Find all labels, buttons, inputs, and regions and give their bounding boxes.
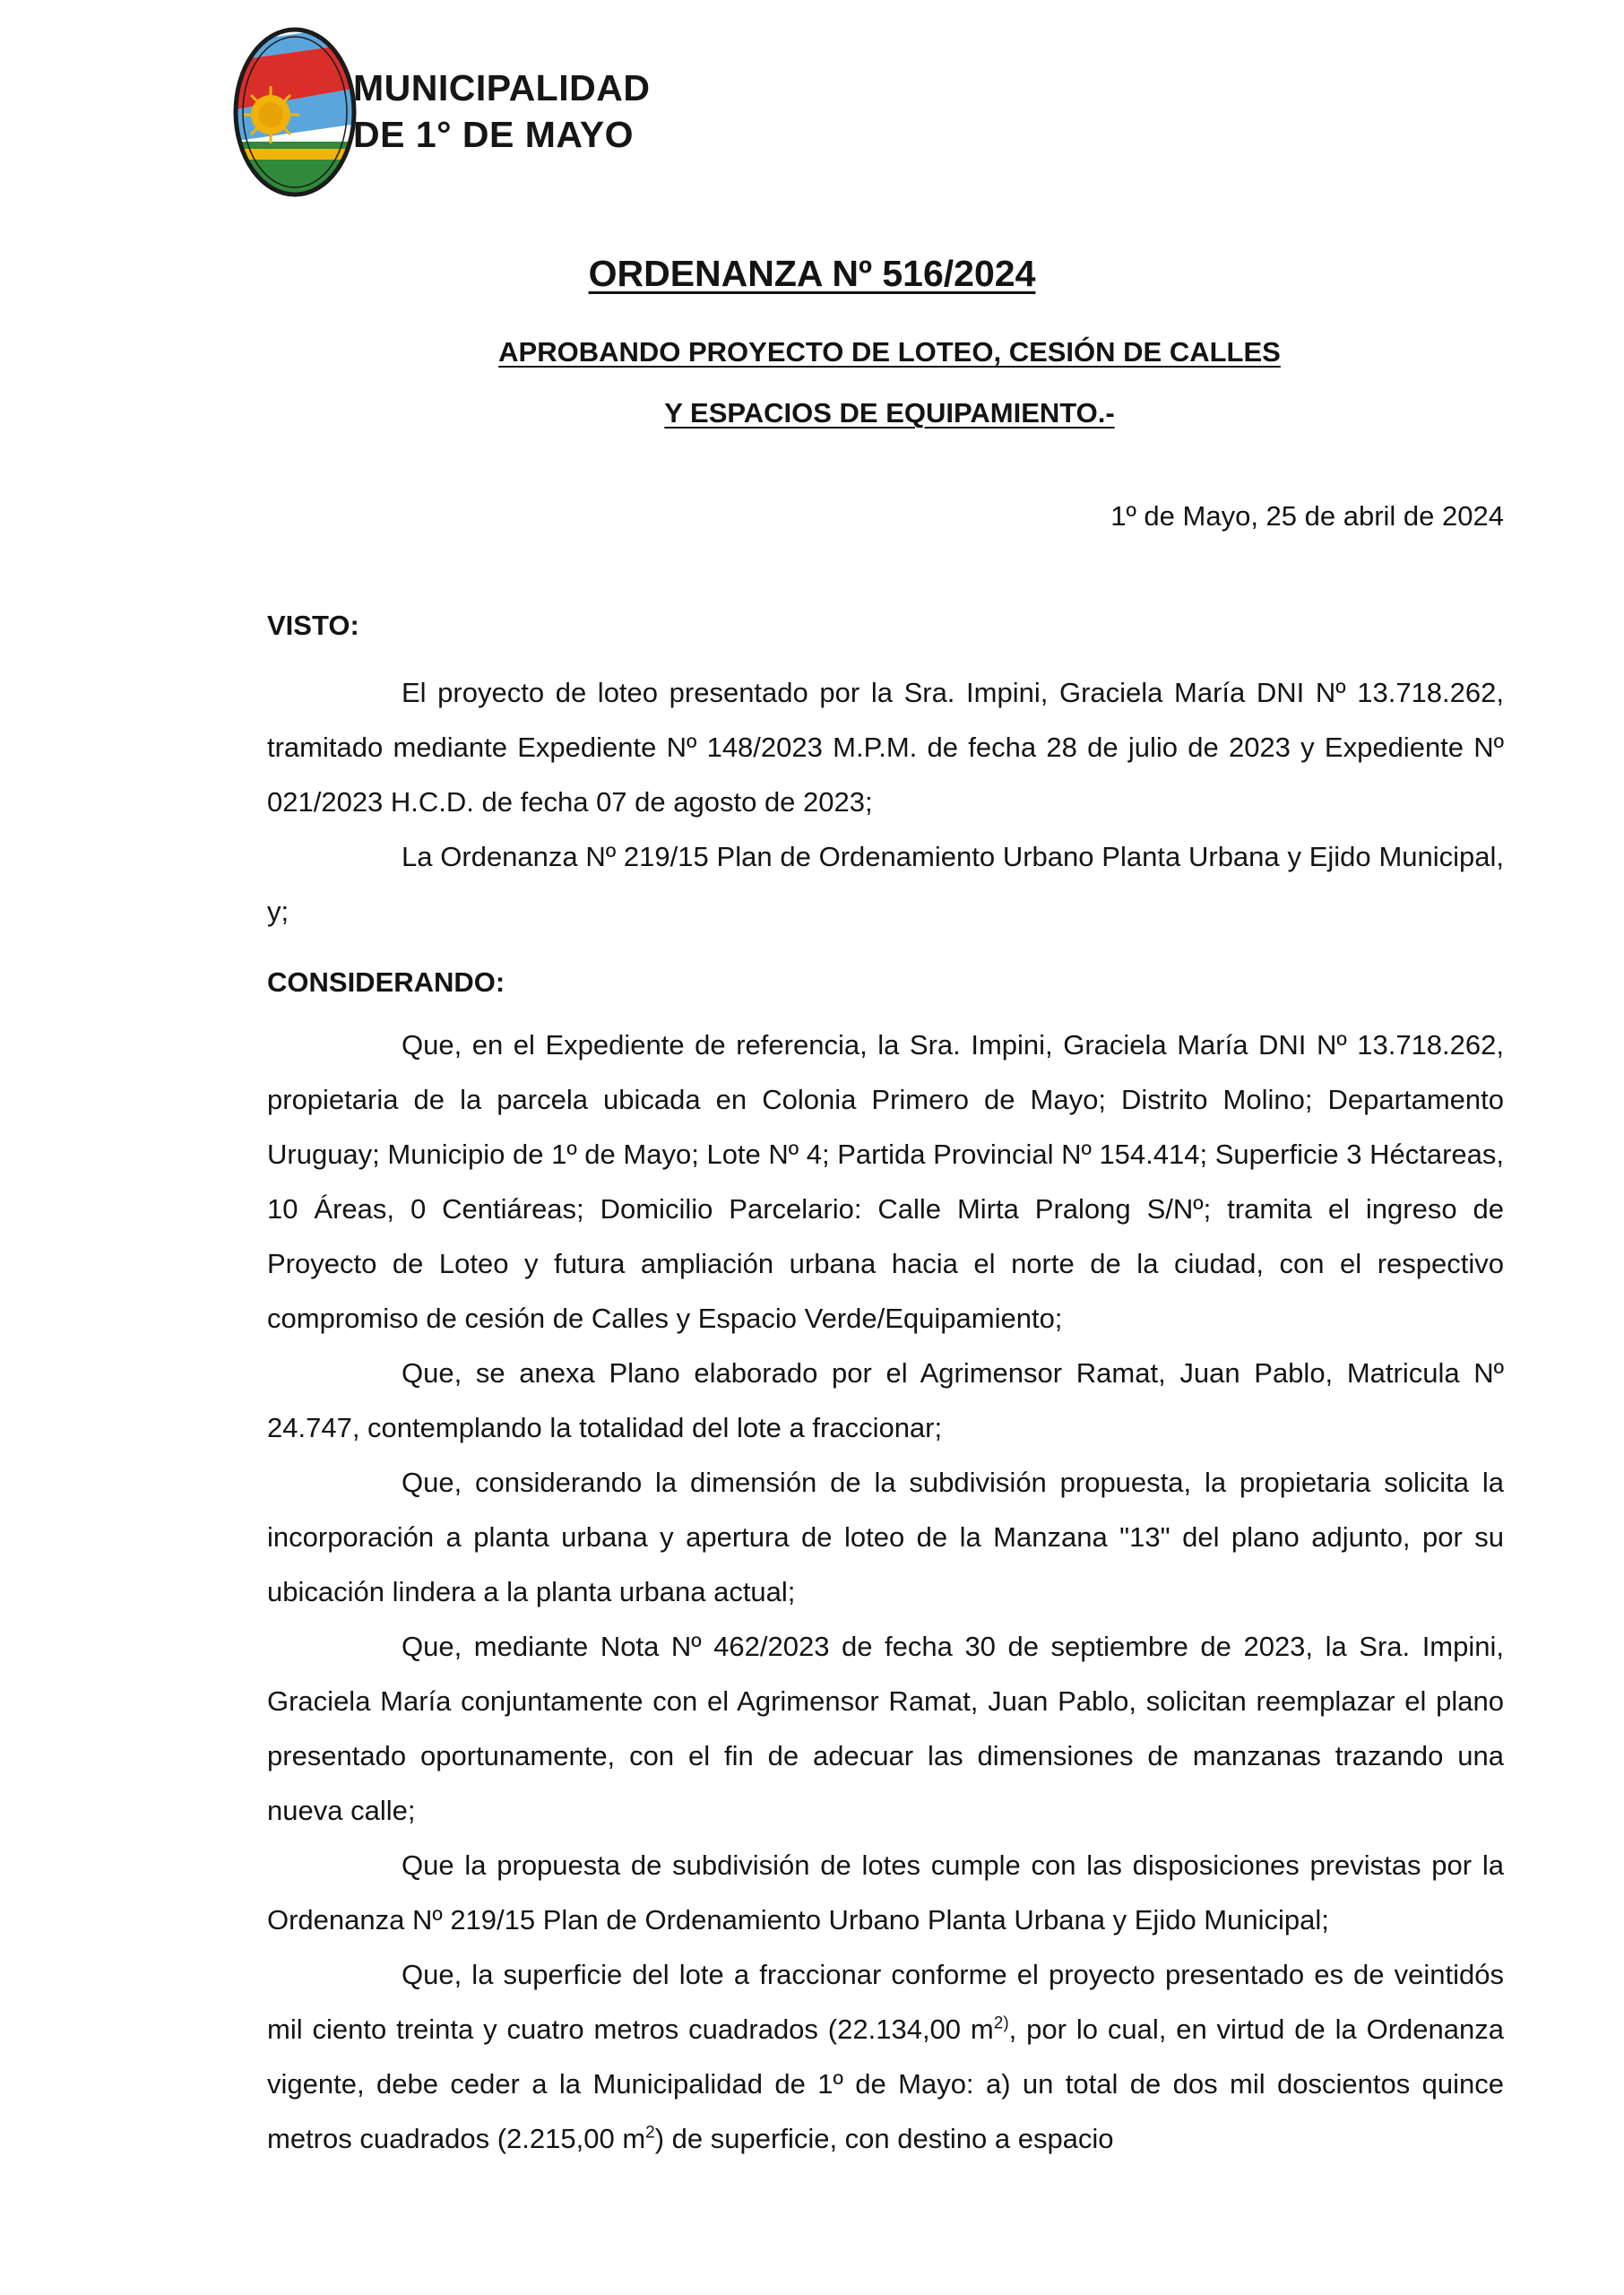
surface-text-part1: Que, la superficie del lote a fraccionar conforme el proyecto presentado es de veintidós mil ciento treinta y cuatro metros cuadrados (22.134,00 m <box>267 1959 1504 2045</box>
considerando-section <box>267 1018 1504 2166</box>
considerando-paragraph: Que, mediante Nota Nº 462/2023 de fecha 30 de septiembre de 2023, la Sra. Impini, Graciela María conjuntamente con el Agrimensor Ramat, Juan Pablo, solicitan reemplazar el plano presentado oportunamente, con el fin de adecuar las dimensiones de manzanas trazando una nueva calle; <box>267 1631 1504 1826</box>
document-date: 1º de Mayo, 25 de abril de 2024 <box>1110 500 1504 532</box>
superscript-square-2: 2 <box>645 2123 655 2143</box>
visto-paragraph: El proyecto de loteo presentado por la Sra. Impini, Graciela María DNI Nº 13.718.262, tramitado mediante Expediente Nº 148/2023 M.P.M. de fecha 28 de julio de 2023 y Expediente Nº 021/2023 H.C.D. de fecha 07 de agosto de 2023; <box>267 677 1504 818</box>
considerando-paragraph: Que, se anexa Plano elaborado por el Agrimensor Ramat, Juan Pablo, Matricula Nº 24.747, contemplando la totalidad del lote a fraccionar; <box>267 1357 1504 1443</box>
surface-text-part3: ) de superficie, con destino a espacio <box>654 2123 1114 2154</box>
surface-text-part2: , por lo cual, en virtud de la Ordenanza vigente, debe ceder a la Municipalidad de 1º de Mayo: a) un total de dos mil doscientos quince metros cuadrados (2.215,00 m <box>267 2014 1504 2154</box>
ordinance-subtitle-line1: APROBANDO PROYECTO DE LOTEO, CESIÓN DE CALLES <box>498 336 1281 368</box>
visto-section <box>267 665 1504 939</box>
considerando-paragraph: Que la propuesta de subdivisión de lotes cumple con las disposiciones previstas por la Ordenanza Nº 219/15 Plan de Ordenamiento Urbano Planta Urbana y Ejido Municipal; <box>267 1849 1504 1936</box>
considerando-paragraph: Que, considerando la dimensión de la subdivisión propuesta, la propietaria solicita la incorporación a planta urbana y apertura de loteo de la Manzana "13" del plano adjunto, por su ubicación lindera a la planta urbana actual; <box>267 1467 1504 1607</box>
municipality-name <box>353 65 650 158</box>
municipality-name-line2: DE 1° DE MAYO <box>353 114 635 155</box>
ordinance-subtitle-line2: Y ESPACIOS DE EQUIPAMIENTO.- <box>664 397 1115 429</box>
considerando-heading: CONSIDERANDO: <box>267 966 505 998</box>
visto-paragraph: La Ordenanza Nº 219/15 Plan de Ordenamiento Urbano Planta Urbana y Ejido Municipal, y; <box>267 841 1504 927</box>
considerando-paragraph: Que, en el Expediente de referencia, la Sra. Impini, Graciela María DNI Nº 13.718.262, propietaria de la parcela ubicada en Colonia Primero de Mayo; Distrito Molino; Departamento Uruguay; Municipio de 1º de Mayo; Lote Nº 4; Partida Provincial Nº 154.414; Superficie 3 Héctareas, 10 Áreas, 0 Centiáreas; Domicilio Parcelario: Calle Mirta Pralong S/Nº; tramita el ingreso de Proyecto de Loteo y futura ampliación urbana hacia el norte de la ciudad, con el respectivo compromiso de cesión de Calles y Espacio Verde/Equipamiento; <box>267 1029 1504 1334</box>
letterhead <box>231 25 859 204</box>
visto-heading: VISTO: <box>267 610 359 641</box>
municipal-seal-logo <box>231 25 358 199</box>
ordinance-title: ORDENANZA Nº 516/2024 <box>588 253 1036 294</box>
municipality-name-line1: MUNICIPALIDAD <box>353 67 651 108</box>
considerando-paragraph-surface <box>267 1947 1504 2166</box>
superscript-square-1: 2) <box>993 2014 1009 2033</box>
